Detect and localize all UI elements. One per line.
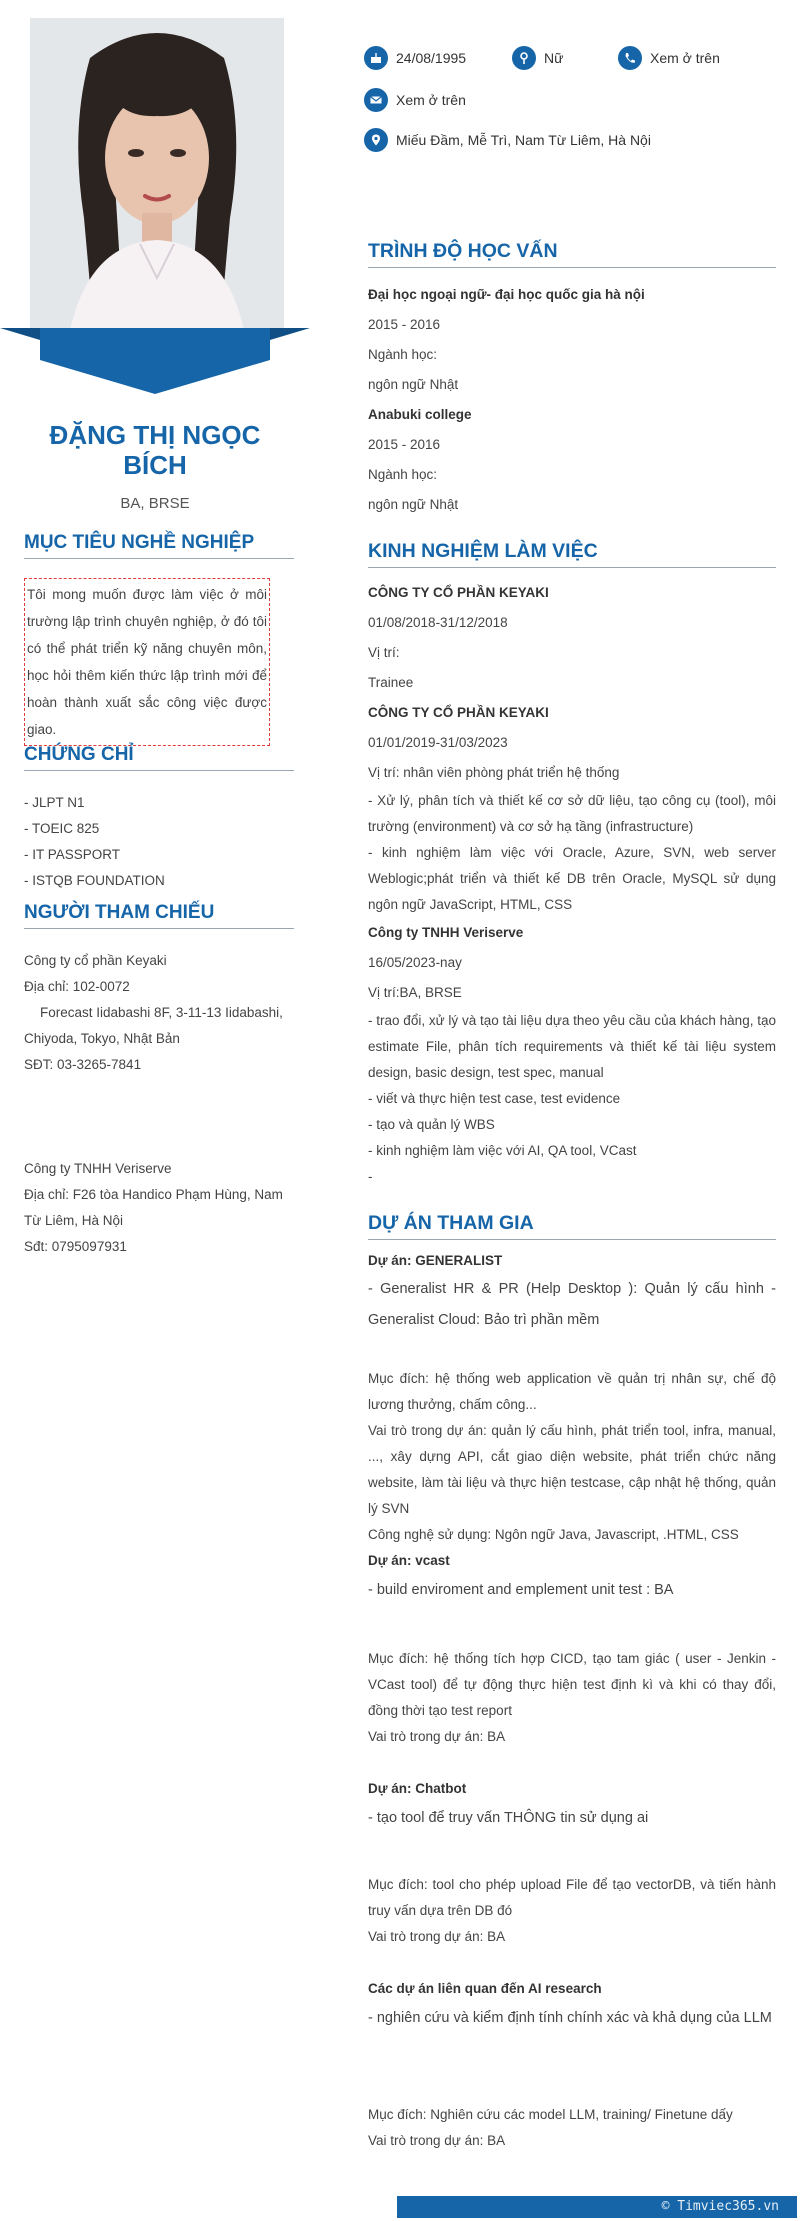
mail-icon (364, 88, 388, 112)
job-position: Vị trí: nhân viên phòng phát triển hệ thống (368, 765, 620, 780)
project-purpose: Mục đích: tool cho phép upload File để tạo vectorDB, và tiến hành truy vấn dựa trên DB đó (368, 1877, 776, 1918)
certificate-item: - TOEIC 825 (24, 821, 100, 836)
project-generalist-details (368, 1366, 776, 1606)
projects-heading: DỰ ÁN THAM GIA (368, 1212, 776, 1240)
project-summary: - nghiên cứu và kiểm định tính chính xác và khả dụng của LLM (368, 2010, 772, 2026)
reference-1 (24, 948, 294, 1078)
gender-icon (512, 46, 536, 70)
reference-phone: Sđt: 0795097931 (24, 1239, 127, 1254)
email-value: Xem ở trên (396, 92, 466, 108)
birthday-value: 24/08/1995 (396, 50, 467, 66)
project-name: Dự án: vcast (368, 1553, 450, 1568)
candidate-name: ĐẶNG THỊ NGỌC BÍCH (49, 420, 261, 480)
certificates-list (24, 790, 294, 894)
education-major: ngôn ngữ Nhật (368, 497, 459, 512)
project-summary: - tạo tool để truy vấn THÔNG tin sử dụng ai (368, 1810, 649, 1826)
job-period: 01/01/2019-31/03/2023 (368, 735, 508, 750)
objective-heading: MỤC TIÊU NGHỀ NGHIỆP (24, 532, 294, 559)
project-role: Vai trò trong dự án: BA (368, 1929, 506, 1944)
project-ai-research (368, 1976, 776, 2034)
job-description: - (368, 1169, 373, 1184)
education-period: 2015 - 2016 (368, 317, 441, 332)
footer-watermark: © Timviec365.vn (397, 2196, 797, 2218)
project-name: Các dự án liên quan đến AI research (368, 1981, 602, 1996)
project-name: Dự án: Chatbot (368, 1781, 467, 1796)
header-ribbon (0, 328, 310, 398)
reference-address-label: Địa chỉ: 102-0072 (24, 979, 130, 994)
contact-gender (512, 46, 563, 70)
job-description: - kinh nghiệm làm việc với Oracle, Azure, SVN, web server Weblogic;phát triển và thiết kế DB trên Oracle, MySQL sử dụng ngôn ngữ JavaScript, HTML, CSS (368, 845, 776, 912)
certificates-heading: CHỨNG CHỈ (24, 744, 294, 771)
contact-email (364, 88, 466, 112)
references-heading: NGƯỜI THAM CHIẾU (24, 902, 294, 929)
address-value: Miếu Đầm, Mễ Trì, Nam Từ Liêm, Hà Nội (396, 132, 651, 148)
project-vcast-details (368, 1646, 776, 1750)
contact-birthday (364, 46, 466, 70)
job-description: - Xử lý, phân tích và thiết kế cơ sở dữ liệu, tạo công cụ (tool), môi trường (environment) và cơ sở hạ tầng (infrastructure) (368, 793, 776, 834)
project-chatbot-details (368, 1872, 776, 1950)
education-major-label: Ngành học: (368, 347, 438, 362)
project-role: Vai trò trong dự án: BA (368, 1729, 506, 1744)
education-school: Đại học ngoại ngữ- đại học quốc gia hà nội (368, 287, 645, 302)
experience-list (368, 578, 776, 1190)
reference-address-line: Địa chỉ: F26 tòa Handico Phạm Hùng, Nam Từ Liêm, Hà Nội (24, 1187, 283, 1228)
gender-value: Nữ (544, 50, 564, 66)
reference-address-line: Forecast Iidabashi 8F, 3-11-13 Iidabashi, (40, 1005, 283, 1020)
education-list (368, 280, 776, 520)
job-company: CÔNG TY CỔ PHẦN KEYAKI (368, 585, 549, 600)
reference-address-line: Chiyoda, Tokyo, Nhật Bản (24, 1031, 180, 1046)
education-period: 2015 - 2016 (368, 437, 441, 452)
job-period: 01/08/2018-31/12/2018 (368, 615, 508, 630)
location-icon (364, 128, 388, 152)
education-major: ngôn ngữ Nhật (368, 377, 459, 392)
phone-value: Xem ở trên (650, 50, 720, 66)
education-major-label: Ngành học: (368, 467, 438, 482)
reference-phone: SĐT: 03-3265-7841 (24, 1057, 142, 1072)
job-description: - tạo và quản lý WBS (368, 1117, 495, 1132)
cake-icon (364, 46, 388, 70)
contact-address (364, 128, 651, 152)
project-ai-research-details (368, 2102, 776, 2154)
certificate-item: - IT PASSPORT (24, 847, 121, 862)
job-description: - trao đổi, xử lý và tạo tài liệu dựa theo yêu cầu của khách hàng, tạo estimate File, phân tích requirements và thiết kế tài liệu system design, basic design, test spec, manual (368, 1013, 776, 1080)
reference-2 (24, 1156, 294, 1260)
job-period: 16/05/2023-nay (368, 955, 462, 970)
job-position: Vị trí: (368, 645, 400, 660)
job-description: Trainee (368, 675, 414, 690)
education-school: Anabuki college (368, 407, 472, 422)
job-description: - viết và thực hiện test case, test evidence (368, 1091, 621, 1106)
project-purpose: Mục đích: Nghiên cứu các model LLM, training/ Finetune dấy (368, 2107, 733, 2122)
reference-company: Công ty TNHH Veriserve (24, 1161, 172, 1176)
project-purpose: Mục đích: hệ thống web application về quản trị nhân sự, chế độ lương thưởng, chấm công... (368, 1371, 776, 1412)
phone-icon (618, 46, 642, 70)
job-title: BA, BRSE (120, 495, 190, 512)
project-purpose: Mục đích: hệ thống tích hợp CICD, tạo tam giác ( user - Jenkin - VCast tool) để tự động thực hiện test định kì và khi có thay đổi, đồng thời tạo test report (368, 1651, 776, 1718)
experience-heading: KINH NGHIỆM LÀM VIỆC (368, 540, 776, 568)
project-summary: - Generalist HR & PR (Help Desktop ): Quản lý cấu hình - Generalist Cloud: Bảo trì phần mềm (368, 1281, 776, 1328)
reference-company: Công ty cổ phần Keyaki (24, 953, 167, 968)
project-tech: Công nghệ sử dụng: Ngôn ngữ Java, Javascript, .HTML, CSS (368, 1527, 739, 1542)
job-company: Công ty TNHH Veriserve (368, 925, 524, 940)
education-heading: TRÌNH ĐỘ HỌC VẤN (368, 240, 776, 268)
job-position: Vị trí:BA, BRSE (368, 985, 462, 1000)
project-role: Vai trò trong dự án: BA (368, 2133, 506, 2148)
project-summary: - build enviroment and emplement unit test : BA (368, 1582, 674, 1598)
certificate-item: - ISTQB FOUNDATION (24, 873, 165, 888)
project-role: Vai trò trong dự án: quản lý cấu hình, phát triển tool, infra, manual, ..., xây dựng API, cắt giao diện website, phát triển chức năng website, làm tài liệu và thực hiện testcase, cập nhật hệ thống, quản lý SVN (368, 1423, 776, 1516)
project-chatbot (368, 1776, 776, 1834)
portrait-illustration (30, 18, 284, 330)
objective-text: Tôi mong muốn được làm việc ở môi trường lập trình chuyên nghiệp, ở đó tôi có thể phát triển kỹ năng chuyên môn, học hỏi thêm kiến thức lập trình mới để hoàn thành xuất sắc công việc được giao. (24, 578, 270, 746)
profile-photo (30, 18, 284, 330)
contact-phone (618, 46, 720, 70)
certificate-item: - JLPT N1 (24, 795, 85, 810)
project-name: Dự án: GENERALIST (368, 1253, 503, 1268)
project-generalist (368, 1248, 776, 1336)
job-description: - kinh nghiệm làm việc với AI, QA tool, VCast (368, 1143, 637, 1158)
job-company: CÔNG TY CỔ PHẦN KEYAKI (368, 705, 549, 720)
